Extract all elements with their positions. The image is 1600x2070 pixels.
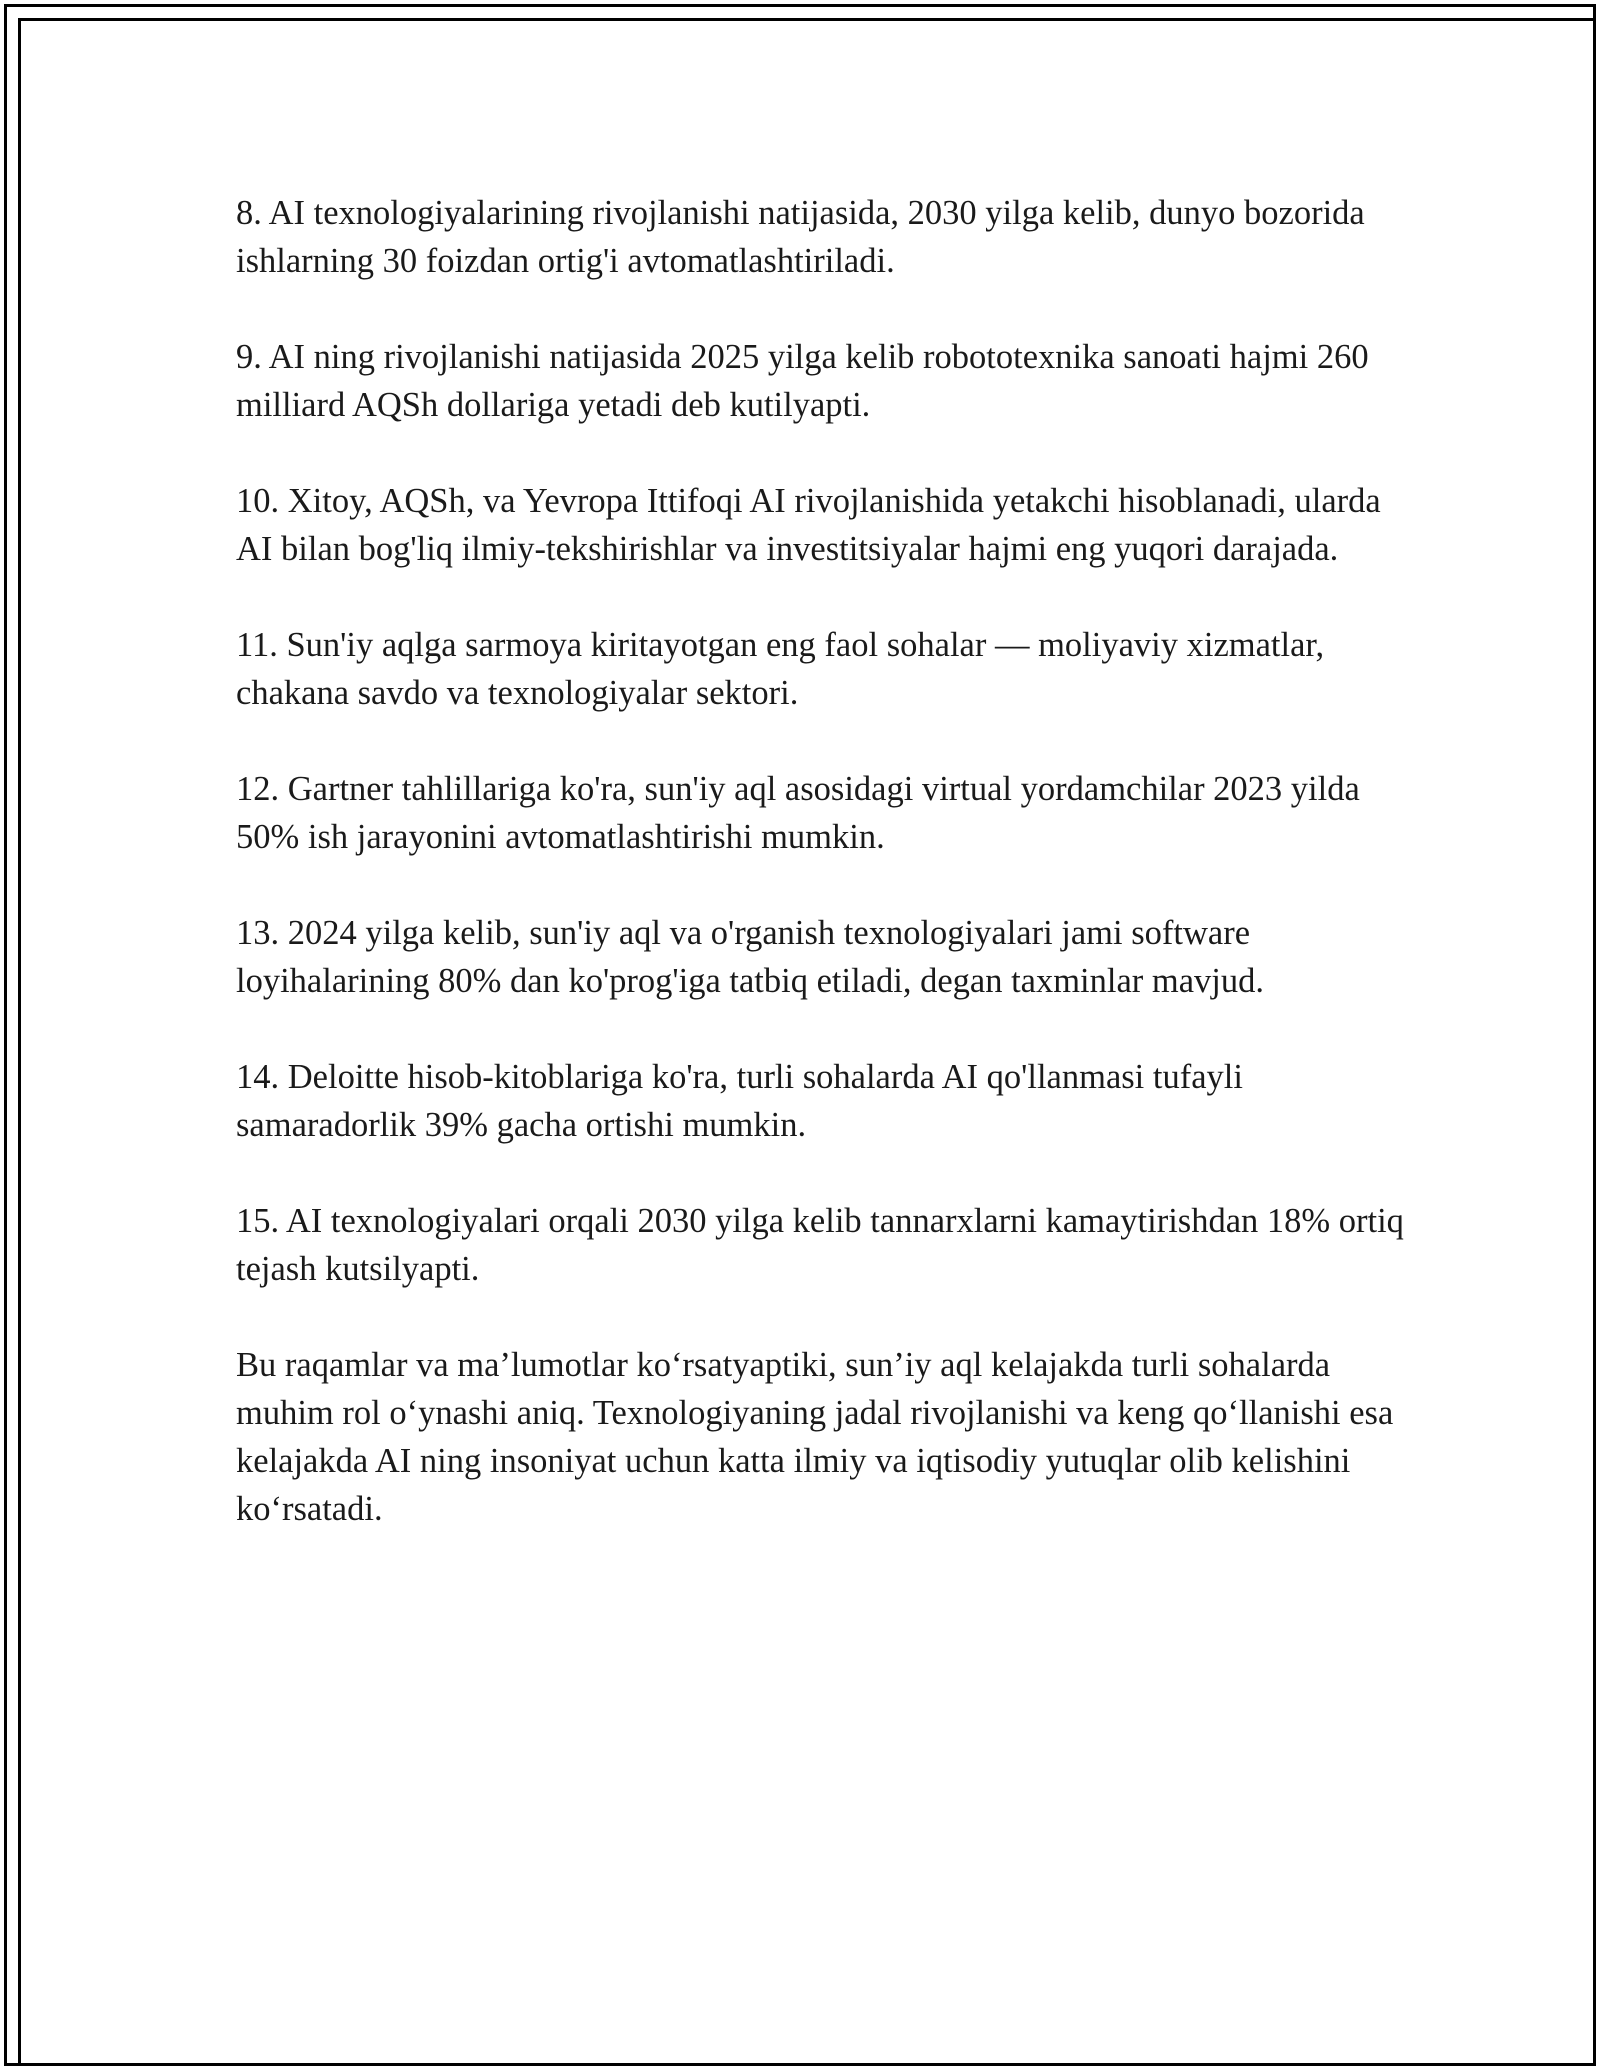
paragraph-item-10: 10. Xitoy, AQSh, va Yevropa Ittifoqi AI rivojlanishida yetakchi hisoblanadi, ularda AI bilan bog'liq ilmiy-tekshirishlar va investitsiyalar hajmi eng yuqori darajada. bbox=[236, 482, 1381, 568]
paragraph-item-8: 8. AI texnologiyalarining rivojlanishi natijasida, 2030 yilga kelib, dunyo bozorida ishlarning 30 foizdan ortig'i avtomatlashtiriladi. bbox=[236, 194, 1365, 280]
paragraph-item-12: 12. Gartner tahlillariga ko'ra, sun'iy aql asosidagi virtual yordamchilar 2023 yilda 50% ish jarayonini avtomatlashtirishi mumkin. bbox=[236, 770, 1360, 856]
paragraph-item-14: 14. Deloitte hisob-kitoblariga ko'ra, turli sohalarda AI qo'llanmasi tufayli samaradorlik 39% gacha ortishi mumkin. bbox=[236, 1058, 1243, 1144]
conclusion-paragraph: Bu raqamlar va ma’lumotlar ko‘rsatyaptiki, sun’iy aql kelajakda turli sohalarda muhim rol o‘ynashi aniq. Texnologiyaning jadal rivojlanishi va keng qo‘llanishi esa kelajakda AI ning insoniyat uchun katta ilmiy va iqtisodiy yutuqlar olib kelishini ko‘rsatadi. bbox=[236, 1346, 1394, 1528]
paragraph-item-15: 15. AI texnologiyalari orqali 2030 yilga kelib tannarxlarni kamaytirishdan 18% ortiq tejash kutsilyapti. bbox=[236, 1202, 1404, 1288]
paragraph-item-11: 11. Sun'iy aqlga sarmoya kiritayotgan eng faol sohalar — moliyaviy xizmatlar, chakana savdo va texnologiyalar sektori. bbox=[236, 626, 1325, 712]
paragraph-item-9: 9. AI ning rivojlanishi natijasida 2025 yilga kelib robototexnika sanoati hajmi 260 milliard AQSh dollariga yetadi deb kutilyapti. bbox=[236, 338, 1369, 424]
paragraph-item-13: 13. 2024 yilga kelib, sun'iy aql va o'rganish texnologiyalari jami software loyihalarining 80% dan ko'prog'iga tatbiq etiladi, degan taxminlar mavjud. bbox=[236, 914, 1265, 1000]
document-body bbox=[236, 189, 1416, 1581]
